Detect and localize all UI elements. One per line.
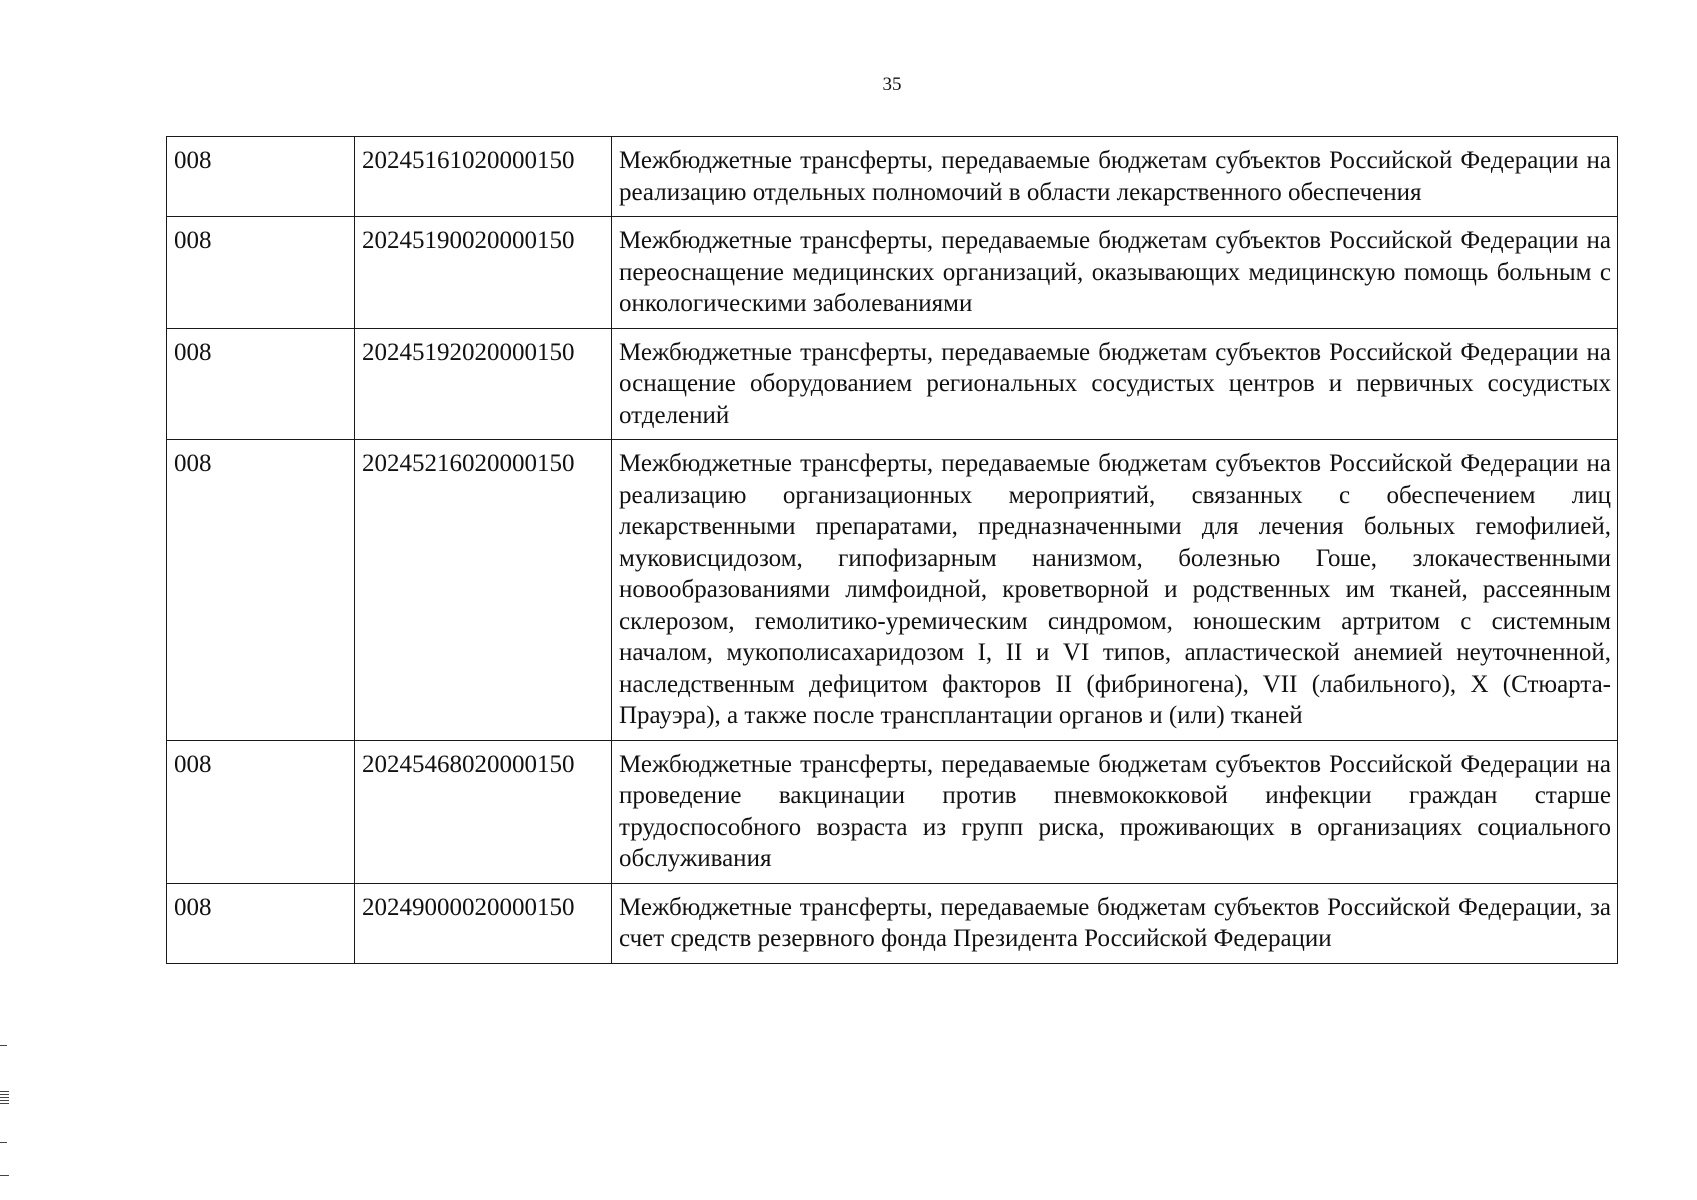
admin-code-cell: 008 <box>167 328 355 440</box>
description-cell: Межбюджетные трансферты, передаваемые бюджетам субъектов Российской Федерации, за счет средств резервного фонда Президента Российской Федерации <box>612 883 1618 963</box>
scan-margin-marks <box>0 1045 12 1185</box>
description-cell: Межбюджетные трансферты, передаваемые бюджетам субъектов Российской Федерации на реализацию организационных мероприятий, связанных с обеспечением лиц лекарственными препаратами, предназначенными для лечения больных гемофилией, муковисцидозом, гипофизарным нанизмом, болезнью Гоше, злокачественными новообразованиями лимфоидной, кроветворной и родственных им тканей, рассеянным склерозом, гемолитико-уремическим синдромом, юношеским артритом с системным началом, мукополисахаридозом I, II и VI типов, апластической анемией неуточненной, наследственным дефицитом факторов II (фибриногена), VII (лабильного), X (Стюарта-Прауэра), а также после трансплантации органов и (или) тканей <box>612 440 1618 741</box>
budget-code-cell: 20245161020000150 <box>355 137 612 217</box>
table-row <box>167 328 1618 440</box>
admin-code-cell: 008 <box>167 217 355 329</box>
description-cell: Межбюджетные трансферты, передаваемые бюджетам субъектов Российской Федерации на оснащение оборудованием региональных сосудистых центров и первичных сосудистых отделений <box>612 328 1618 440</box>
budget-code-cell: 20249000020000150 <box>355 883 612 963</box>
budget-code-cell: 20245468020000150 <box>355 740 612 883</box>
description-cell: Межбюджетные трансферты, передаваемые бюджетам субъектов Российской Федерации на проведение вакцинации против пневмококковой инфекции граждан старше трудоспособного возраста из групп риска, проживающих в организациях социального обслуживания <box>612 740 1618 883</box>
table-row <box>167 217 1618 329</box>
description-cell: Межбюджетные трансферты, передаваемые бюджетам субъектов Российской Федерации на реализацию отдельных полномочий в области лекарственного обеспечения <box>612 137 1618 217</box>
budget-code-cell: 20245192020000150 <box>355 328 612 440</box>
budget-code-cell: 20245190020000150 <box>355 217 612 329</box>
description-cell: Межбюджетные трансферты, передаваемые бюджетам субъектов Российской Федерации на переоснащение медицинских организаций, оказывающих медицинскую помощь больным с онкологическими заболеваниями <box>612 217 1618 329</box>
admin-code-cell: 008 <box>167 883 355 963</box>
admin-code-cell: 008 <box>167 440 355 741</box>
budget-codes-table <box>166 136 1618 964</box>
table-row <box>167 137 1618 217</box>
page-number: 35 <box>882 74 902 95</box>
admin-code-cell: 008 <box>167 137 355 217</box>
table-row <box>167 440 1618 741</box>
budget-code-cell: 20245216020000150 <box>355 440 612 741</box>
table-row <box>167 883 1618 963</box>
admin-code-cell: 008 <box>167 740 355 883</box>
table-row <box>167 740 1618 883</box>
